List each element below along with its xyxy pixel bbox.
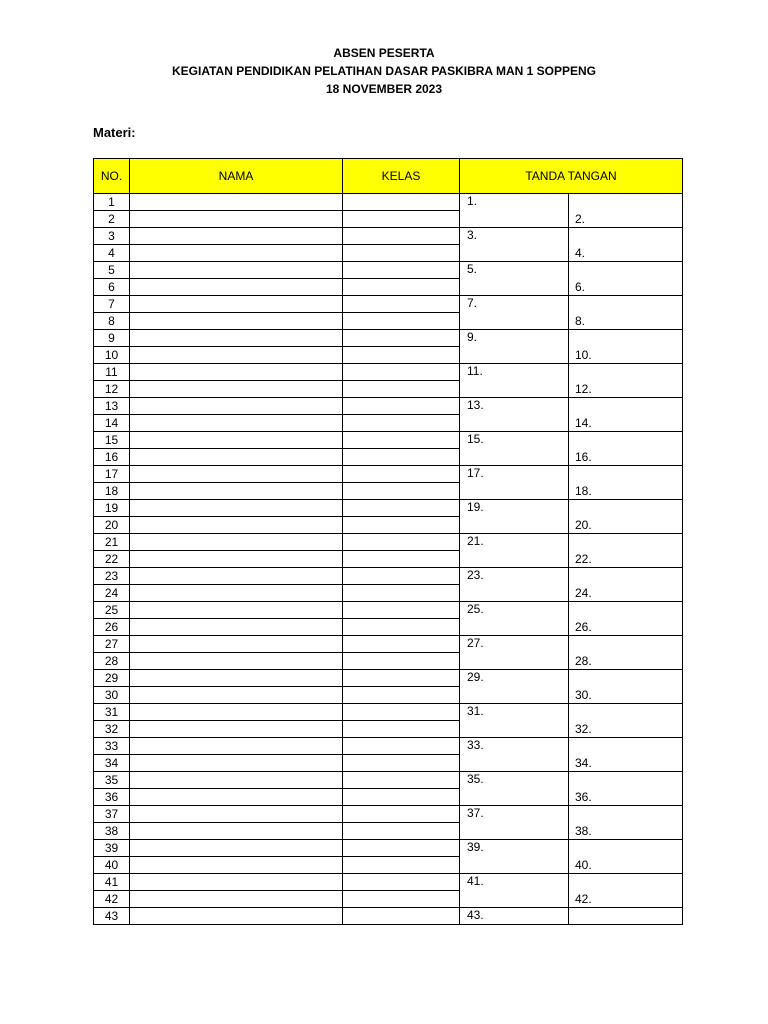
row-number: 4 xyxy=(94,245,130,262)
signature-cell-left: 37. xyxy=(460,806,569,840)
signature-cell-right: 36. xyxy=(569,772,683,806)
signature-cell-left: 31. xyxy=(460,704,569,738)
signature-cell-right: 26. xyxy=(569,602,683,636)
kelas-cell xyxy=(343,636,460,653)
row-number: 35 xyxy=(94,772,130,789)
signature-cell-left: 3. xyxy=(460,228,569,262)
kelas-cell xyxy=(343,398,460,415)
nama-cell xyxy=(130,738,343,755)
kelas-cell xyxy=(343,330,460,347)
table-row xyxy=(94,466,683,483)
kelas-cell xyxy=(343,449,460,466)
nama-cell xyxy=(130,415,343,432)
signature-cell-left: 11. xyxy=(460,364,569,398)
nama-cell xyxy=(130,619,343,636)
row-number: 39 xyxy=(94,840,130,857)
kelas-cell xyxy=(343,568,460,585)
kelas-cell xyxy=(343,347,460,364)
table-row xyxy=(94,330,683,347)
kelas-cell xyxy=(343,585,460,602)
signature-cell-right: 2. xyxy=(569,194,683,228)
nama-cell xyxy=(130,840,343,857)
signature-cell-right: 42. xyxy=(569,874,683,908)
nama-cell xyxy=(130,891,343,908)
nama-cell xyxy=(130,806,343,823)
row-number: 32 xyxy=(94,721,130,738)
row-number: 37 xyxy=(94,806,130,823)
row-number: 13 xyxy=(94,398,130,415)
signature-cell-right: 10. xyxy=(569,330,683,364)
signature-cell-right: 14. xyxy=(569,398,683,432)
nama-cell xyxy=(130,823,343,840)
row-number: 15 xyxy=(94,432,130,449)
table-row xyxy=(94,534,683,551)
nama-cell xyxy=(130,755,343,772)
kelas-cell xyxy=(343,670,460,687)
kelas-cell xyxy=(343,840,460,857)
kelas-cell xyxy=(343,857,460,874)
kelas-cell xyxy=(343,534,460,551)
nama-cell xyxy=(130,534,343,551)
signature-cell-left: 39. xyxy=(460,840,569,874)
signature-cell-left: 17. xyxy=(460,466,569,500)
table-row xyxy=(94,262,683,279)
nama-cell xyxy=(130,313,343,330)
nama-cell xyxy=(130,432,343,449)
nama-cell xyxy=(130,330,343,347)
table-row xyxy=(94,636,683,653)
attendance-table xyxy=(93,158,683,925)
nama-cell xyxy=(130,500,343,517)
row-number: 11 xyxy=(94,364,130,381)
row-number: 36 xyxy=(94,789,130,806)
table-row xyxy=(94,194,683,211)
row-number: 24 xyxy=(94,585,130,602)
nama-cell xyxy=(130,857,343,874)
row-number: 21 xyxy=(94,534,130,551)
signature-cell-right: 22. xyxy=(569,534,683,568)
kelas-cell xyxy=(343,619,460,636)
signature-cell-right: 16. xyxy=(569,432,683,466)
title-line-3: 18 NOVEMBER 2023 xyxy=(325,82,443,96)
signature-cell-right: 38. xyxy=(569,806,683,840)
signature-cell-left: 25. xyxy=(460,602,569,636)
row-number: 7 xyxy=(94,296,130,313)
kelas-cell xyxy=(343,228,460,245)
signature-cell-left: 5. xyxy=(460,262,569,296)
nama-cell xyxy=(130,364,343,381)
signature-cell-left: 41. xyxy=(460,874,569,908)
row-number: 3 xyxy=(94,228,130,245)
title-line-2: KEGIATAN PENDIDIKAN PELATIHAN DASAR PASKIBRA MAN 1 SOPPENG xyxy=(171,64,597,78)
kelas-cell xyxy=(343,211,460,228)
kelas-cell xyxy=(343,279,460,296)
table-row xyxy=(94,602,683,619)
nama-cell xyxy=(130,874,343,891)
kelas-cell xyxy=(343,194,460,211)
nama-cell xyxy=(130,585,343,602)
nama-cell xyxy=(130,636,343,653)
kelas-cell xyxy=(343,721,460,738)
nama-cell xyxy=(130,347,343,364)
row-number: 16 xyxy=(94,449,130,466)
table-row xyxy=(94,874,683,891)
signature-cell-left: 19. xyxy=(460,500,569,534)
kelas-cell xyxy=(343,823,460,840)
nama-cell xyxy=(130,449,343,466)
row-number: 42 xyxy=(94,891,130,908)
kelas-cell xyxy=(343,296,460,313)
title-line-1: ABSEN PESERTA xyxy=(333,46,435,60)
kelas-cell xyxy=(343,908,460,925)
table-row xyxy=(94,568,683,585)
row-number: 40 xyxy=(94,857,130,874)
table-row xyxy=(94,738,683,755)
kelas-cell xyxy=(343,483,460,500)
kelas-cell xyxy=(343,738,460,755)
nama-cell xyxy=(130,687,343,704)
table-row xyxy=(94,908,683,925)
row-number: 29 xyxy=(94,670,130,687)
signature-cell-left: 7. xyxy=(460,296,569,330)
row-number: 18 xyxy=(94,483,130,500)
nama-cell xyxy=(130,568,343,585)
kelas-cell xyxy=(343,687,460,704)
kelas-cell xyxy=(343,772,460,789)
kelas-cell xyxy=(343,789,460,806)
nama-cell xyxy=(130,296,343,313)
row-number: 31 xyxy=(94,704,130,721)
nama-cell xyxy=(130,653,343,670)
nama-cell xyxy=(130,721,343,738)
nama-cell xyxy=(130,381,343,398)
kelas-cell xyxy=(343,313,460,330)
table-row xyxy=(94,398,683,415)
nama-cell xyxy=(130,398,343,415)
signature-cell-left: 33. xyxy=(460,738,569,772)
row-number: 19 xyxy=(94,500,130,517)
kelas-cell xyxy=(343,381,460,398)
row-number: 23 xyxy=(94,568,130,585)
signature-cell-left: 15. xyxy=(460,432,569,466)
signature-cell-right: 6. xyxy=(569,262,683,296)
table-row xyxy=(94,432,683,449)
signature-cell-right: 18. xyxy=(569,466,683,500)
row-number: 25 xyxy=(94,602,130,619)
row-number: 8 xyxy=(94,313,130,330)
table-header-row xyxy=(94,159,683,194)
table-row xyxy=(94,704,683,721)
kelas-cell xyxy=(343,704,460,721)
row-number: 38 xyxy=(94,823,130,840)
nama-cell xyxy=(130,228,343,245)
kelas-cell xyxy=(343,517,460,534)
nama-cell xyxy=(130,279,343,296)
kelas-cell xyxy=(343,551,460,568)
row-number: 28 xyxy=(94,653,130,670)
nama-cell xyxy=(130,211,343,228)
column-header-kelas: KELAS xyxy=(343,159,460,194)
table-row xyxy=(94,772,683,789)
nama-cell xyxy=(130,670,343,687)
row-number: 26 xyxy=(94,619,130,636)
kelas-cell xyxy=(343,466,460,483)
signature-cell-right: 34. xyxy=(569,738,683,772)
nama-cell xyxy=(130,245,343,262)
signature-cell-left: 23. xyxy=(460,568,569,602)
table-row xyxy=(94,228,683,245)
row-number: 12 xyxy=(94,381,130,398)
nama-cell xyxy=(130,602,343,619)
signature-cell-right: 28. xyxy=(569,636,683,670)
kelas-cell xyxy=(343,415,460,432)
kelas-cell xyxy=(343,432,460,449)
nama-cell xyxy=(130,517,343,534)
row-number: 9 xyxy=(94,330,130,347)
signature-cell-left: 9. xyxy=(460,330,569,364)
nama-cell xyxy=(130,908,343,925)
nama-cell xyxy=(130,551,343,568)
signature-cell-left: 27. xyxy=(460,636,569,670)
column-header-no: NO. xyxy=(94,159,130,194)
nama-cell xyxy=(130,772,343,789)
nama-cell xyxy=(130,704,343,721)
kelas-cell xyxy=(343,245,460,262)
row-number: 41 xyxy=(94,874,130,891)
row-number: 6 xyxy=(94,279,130,296)
signature-cell-right: 4. xyxy=(569,228,683,262)
document-title xyxy=(0,44,768,98)
kelas-cell xyxy=(343,755,460,772)
row-number: 14 xyxy=(94,415,130,432)
table-row xyxy=(94,500,683,517)
row-number: 34 xyxy=(94,755,130,772)
materi-label: Materi: xyxy=(93,125,136,140)
nama-cell xyxy=(130,466,343,483)
signature-cell-right: 40. xyxy=(569,840,683,874)
column-header-nama: NAMA xyxy=(130,159,343,194)
row-number: 43 xyxy=(94,908,130,925)
kelas-cell xyxy=(343,262,460,279)
nama-cell xyxy=(130,262,343,279)
column-header-tanda-tangan: TANDA TANGAN xyxy=(460,159,683,194)
signature-cell-left: 1. xyxy=(460,194,569,228)
table-row xyxy=(94,364,683,381)
signature-cell-right: 30. xyxy=(569,670,683,704)
kelas-cell xyxy=(343,874,460,891)
kelas-cell xyxy=(343,891,460,908)
row-number: 22 xyxy=(94,551,130,568)
signature-cell-left: 21. xyxy=(460,534,569,568)
signature-cell-right: 12. xyxy=(569,364,683,398)
signature-cell-right: 8. xyxy=(569,296,683,330)
kelas-cell xyxy=(343,364,460,381)
row-number: 27 xyxy=(94,636,130,653)
row-number: 10 xyxy=(94,347,130,364)
kelas-cell xyxy=(343,653,460,670)
row-number: 5 xyxy=(94,262,130,279)
kelas-cell xyxy=(343,602,460,619)
table-row xyxy=(94,670,683,687)
table-row xyxy=(94,840,683,857)
signature-cell-left: 43. xyxy=(460,908,569,925)
nama-cell xyxy=(130,194,343,211)
nama-cell xyxy=(130,483,343,500)
row-number: 20 xyxy=(94,517,130,534)
signature-cell-right xyxy=(569,908,683,925)
row-number: 30 xyxy=(94,687,130,704)
row-number: 2 xyxy=(94,211,130,228)
kelas-cell xyxy=(343,500,460,517)
kelas-cell xyxy=(343,806,460,823)
signature-cell-left: 35. xyxy=(460,772,569,806)
nama-cell xyxy=(130,789,343,806)
row-number: 1 xyxy=(94,194,130,211)
signature-cell-right: 32. xyxy=(569,704,683,738)
table-row xyxy=(94,806,683,823)
signature-cell-left: 13. xyxy=(460,398,569,432)
row-number: 33 xyxy=(94,738,130,755)
table-row xyxy=(94,296,683,313)
signature-cell-right: 20. xyxy=(569,500,683,534)
signature-cell-right: 24. xyxy=(569,568,683,602)
row-number: 17 xyxy=(94,466,130,483)
signature-cell-left: 29. xyxy=(460,670,569,704)
